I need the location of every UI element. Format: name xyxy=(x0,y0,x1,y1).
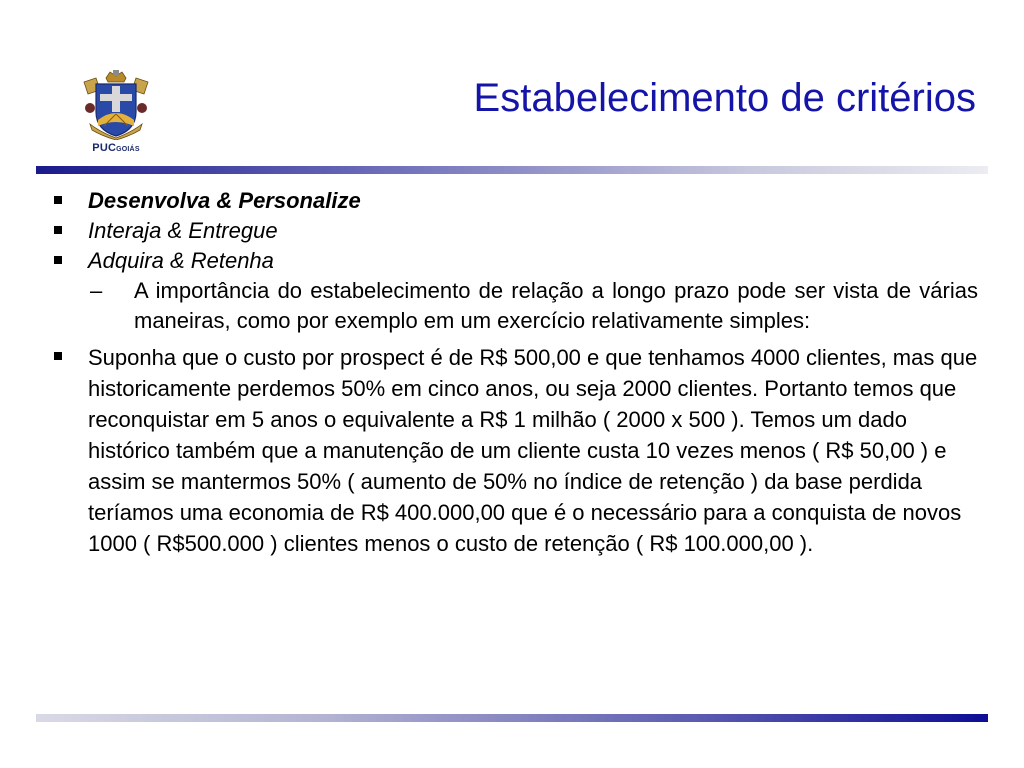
slide-content xyxy=(52,186,978,559)
paragraph-bullet xyxy=(52,342,978,559)
slide-title: Estabelecimento de critérios xyxy=(473,76,976,120)
dash-bullet: – xyxy=(90,278,103,303)
paragraph-text: Suponha que o custo por prospect é de R$ 500,00 e que tenhamos 4000 clientes, mas que historicamente perdemos 50% em cinco anos, ou seja 2000 clientes. Portanto temos que reconquistar em 5 anos o equivalente a R$ 1 milhão ( 2000 x 500 ). Temos um dado histórico também que a manutenção de um cliente custa 10 vezes menos ( R$ 50,00 ) e assim se mantermos 50% ( aumento de 50% no índice de retenção ) da base perdida teríamos uma economia de R$ 400.000,00 que é o necessário para a conquista de novos 1000 ( R$500.000 ) clientes menos o custo de retenção ( R$ 100.000,00 ). xyxy=(88,345,978,556)
logo-text xyxy=(76,142,156,154)
coat-of-arms-icon xyxy=(76,68,156,140)
square-bullet-icon xyxy=(52,246,88,264)
bottom-divider-bar xyxy=(36,714,988,722)
puc-goias-logo xyxy=(76,68,156,160)
logo-text-small: GOIÁS xyxy=(116,146,140,153)
bullet-text: Adquira & Retenha xyxy=(88,248,274,273)
square-bullet-icon xyxy=(52,216,88,234)
sub-bullet-item xyxy=(88,276,978,336)
bullet-item xyxy=(52,186,978,216)
square-bullet-icon xyxy=(52,342,88,360)
top-divider-bar xyxy=(36,166,988,174)
square-bullet-icon xyxy=(52,186,88,204)
bullet-text: Desenvolva & Personalize xyxy=(88,188,361,213)
bullet-text: Interaja & Entregue xyxy=(88,218,278,243)
bullet-item xyxy=(52,246,978,276)
logo-text-main: PUC xyxy=(92,142,117,154)
sub-bullet-text: A importância do estabelecimento de relação a longo prazo pode ser vista de várias maneiras, como por exemplo em um exercício relativamente simples: xyxy=(134,278,978,333)
bullet-item xyxy=(52,216,978,246)
